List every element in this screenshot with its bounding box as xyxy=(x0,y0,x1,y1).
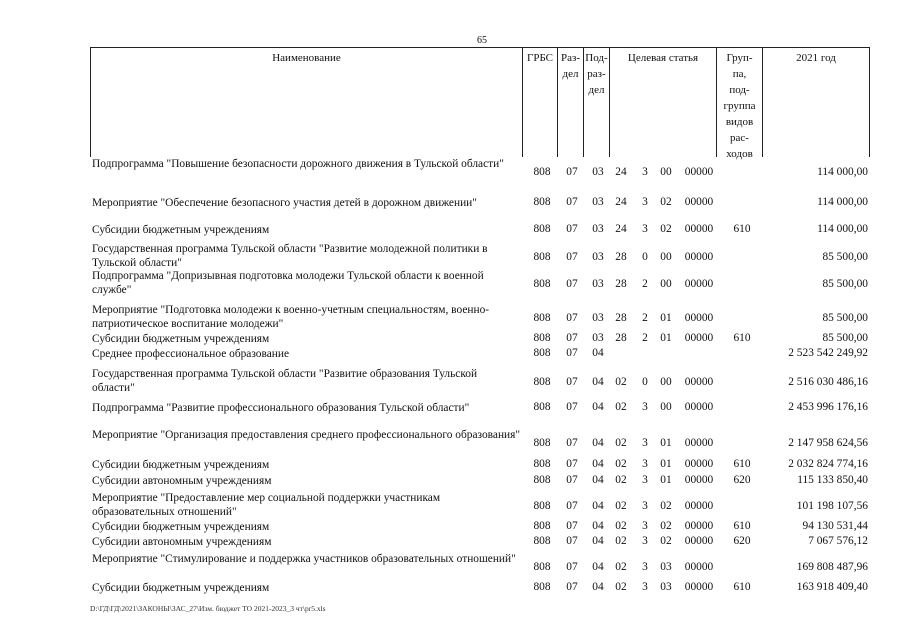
cell-rz: 07 xyxy=(566,251,578,263)
header-group: Груп- па, под- группа видов рас- ходов xyxy=(723,52,756,160)
row-name: Субсидии бюджетным учреждениям xyxy=(92,224,270,236)
row-name: Субсидии автономным учреждениям xyxy=(92,536,272,548)
cell-t3: 03 xyxy=(660,561,672,573)
row-name: Субсидии бюджетным учреждениям xyxy=(92,521,270,533)
cell-amount: 85 500,00 xyxy=(822,312,868,324)
cell-t2: 3 xyxy=(642,401,648,413)
cell-t1: 24 xyxy=(615,223,627,235)
cell-amount: 114 000,00 xyxy=(817,223,868,235)
cell-t4: 00000 xyxy=(684,251,714,263)
cell-amount: 85 500,00 xyxy=(822,278,868,290)
cell-t1: 28 xyxy=(615,251,627,263)
row-name: Подпрограмма "Повышение безопасности дорожного движения в Тульской области" xyxy=(92,158,504,170)
cell-rz: 07 xyxy=(566,376,578,388)
cell-t1: 24 xyxy=(615,166,627,178)
row-name: Субсидии автономным учреждениям xyxy=(92,475,272,487)
cell-pr: 04 xyxy=(592,535,604,547)
row-name: Мероприятие "Обеспечение безопасного участия детей в дорожном движении" xyxy=(92,197,477,209)
cell-amount: 2 032 824 774,16 xyxy=(788,458,868,470)
cell-pr: 04 xyxy=(592,520,604,532)
cell-vr: 610 xyxy=(733,581,751,593)
cell-pr: 03 xyxy=(592,223,604,235)
cell-t1: 28 xyxy=(615,312,627,324)
cell-t2: 3 xyxy=(642,561,648,573)
cell-vr: 610 xyxy=(733,520,751,532)
cell-rz: 07 xyxy=(566,437,578,449)
cell-t2: 3 xyxy=(642,196,648,208)
row-name: Субсидии бюджетным учреждениям xyxy=(92,459,270,471)
cell-grbs: 808 xyxy=(533,332,551,344)
cell-rz: 07 xyxy=(566,196,578,208)
cell-grbs: 808 xyxy=(533,312,551,324)
cell-t4: 00000 xyxy=(684,581,714,593)
cell-vr: 620 xyxy=(733,474,751,486)
cell-t2: 3 xyxy=(642,458,648,470)
cell-t2: 0 xyxy=(642,251,648,263)
cell-t4: 00000 xyxy=(684,166,714,178)
cell-amount: 7 067 576,12 xyxy=(808,535,868,547)
cell-amount: 2 147 958 624,56 xyxy=(788,437,868,449)
cell-t1: 02 xyxy=(615,437,627,449)
cell-t2: 3 xyxy=(642,166,648,178)
cell-t3: 01 xyxy=(660,474,672,486)
cell-t3: 00 xyxy=(660,376,672,388)
cell-grbs: 808 xyxy=(533,581,551,593)
cell-pr: 03 xyxy=(592,278,604,290)
cell-t1: 02 xyxy=(615,581,627,593)
cell-t1: 02 xyxy=(615,500,627,512)
cell-t3: 00 xyxy=(660,166,672,178)
cell-t3: 00 xyxy=(660,251,672,263)
file-path-footer: D:\ГД\ГД\2021\ЗАКОНЫ\ЗАС_27\Изм. бюджет ТО 2021-2023_3 чт\pr5.xls xyxy=(90,604,326,613)
cell-pr: 04 xyxy=(592,376,604,388)
header-razdel: Раз- дел xyxy=(560,52,580,80)
cell-pr: 04 xyxy=(592,581,604,593)
cell-t1: 28 xyxy=(615,332,627,344)
header-year: 2021 год xyxy=(796,52,836,64)
cell-grbs: 808 xyxy=(533,474,551,486)
cell-t1: 02 xyxy=(615,535,627,547)
row-name: Мероприятие "Стимулирование и поддержка участников образовательных отношений" xyxy=(92,553,516,565)
cell-grbs: 808 xyxy=(533,347,551,359)
cell-t4: 00000 xyxy=(684,437,714,449)
row-name: Государственная программа Тульской области "Развитие образования Тульской области" xyxy=(92,368,478,394)
cell-t3: 02 xyxy=(660,535,672,547)
cell-t3: 01 xyxy=(660,312,672,324)
cell-t4: 00000 xyxy=(684,278,714,290)
cell-t2: 2 xyxy=(642,312,648,324)
cell-t1: 24 xyxy=(615,196,627,208)
cell-pr: 04 xyxy=(592,500,604,512)
cell-t2: 3 xyxy=(642,437,648,449)
cell-amount: 114 000,00 xyxy=(817,196,868,208)
cell-t3: 02 xyxy=(660,520,672,532)
cell-t3: 01 xyxy=(660,458,672,470)
cell-t3: 00 xyxy=(660,401,672,413)
cell-amount: 115 133 850,40 xyxy=(797,474,868,486)
cell-t3: 00 xyxy=(660,278,672,290)
cell-rz: 07 xyxy=(566,223,578,235)
cell-pr: 04 xyxy=(592,458,604,470)
header-podrazdel: Под- раз- дел xyxy=(585,52,608,96)
cell-grbs: 808 xyxy=(533,196,551,208)
header-name: Наименование xyxy=(272,52,341,64)
cell-t2: 2 xyxy=(642,332,648,344)
row-name: Мероприятие "Предоставление мер социальной поддержки участникам образовательных отношений" xyxy=(92,492,441,518)
cell-rz: 07 xyxy=(566,332,578,344)
cell-t4: 00000 xyxy=(684,474,714,486)
cell-amount: 2 453 996 176,16 xyxy=(788,401,868,413)
cell-grbs: 808 xyxy=(533,561,551,573)
cell-t2: 3 xyxy=(642,520,648,532)
cell-pr: 03 xyxy=(592,332,604,344)
cell-pr: 04 xyxy=(592,561,604,573)
cell-grbs: 808 xyxy=(533,376,551,388)
cell-t4: 00000 xyxy=(684,376,714,388)
cell-amount: 114 000,00 xyxy=(817,166,868,178)
cell-t1: 02 xyxy=(615,401,627,413)
header-grbs: ГРБС xyxy=(526,52,554,64)
cell-amount: 163 918 409,40 xyxy=(796,581,868,593)
cell-t2: 0 xyxy=(642,376,648,388)
cell-grbs: 808 xyxy=(533,535,551,547)
row-name: Субсидии бюджетным учреждениям xyxy=(92,333,270,345)
cell-grbs: 808 xyxy=(533,223,551,235)
cell-t4: 00000 xyxy=(684,332,714,344)
header-target: Целевая статья xyxy=(627,52,699,64)
cell-vr: 610 xyxy=(733,458,751,470)
row-name: Мероприятие "Подготовка молодежи к военно-учетным специальностям, военно-патриотическое воспитание молодежи" xyxy=(92,304,490,330)
cell-amount: 2 516 030 486,16 xyxy=(788,376,868,388)
cell-pr: 04 xyxy=(592,401,604,413)
cell-pr: 03 xyxy=(592,166,604,178)
cell-grbs: 808 xyxy=(533,401,551,413)
cell-amount: 101 198 107,56 xyxy=(796,500,868,512)
cell-t3: 02 xyxy=(660,223,672,235)
cell-grbs: 808 xyxy=(533,278,551,290)
cell-amount: 169 808 487,96 xyxy=(796,561,868,573)
cell-vr: 620 xyxy=(733,535,751,547)
cell-t4: 00000 xyxy=(684,196,714,208)
cell-vr: 610 xyxy=(733,223,751,235)
cell-rz: 07 xyxy=(566,458,578,470)
cell-grbs: 808 xyxy=(533,520,551,532)
cell-rz: 07 xyxy=(566,474,578,486)
cell-rz: 07 xyxy=(566,278,578,290)
cell-rz: 07 xyxy=(566,347,578,359)
row-name: Подпрограмма "Развитие профессионального образования Тульской области" xyxy=(92,402,470,414)
cell-t4: 00000 xyxy=(684,223,714,235)
cell-t3: 01 xyxy=(660,437,672,449)
cell-t3: 03 xyxy=(660,581,672,593)
cell-pr: 04 xyxy=(592,347,604,359)
row-name: Среднее профессиональное образование xyxy=(92,348,290,360)
cell-amount: 94 130 531,44 xyxy=(802,520,868,532)
cell-t2: 3 xyxy=(642,581,648,593)
cell-grbs: 808 xyxy=(533,251,551,263)
cell-rz: 07 xyxy=(566,401,578,413)
cell-rz: 07 xyxy=(566,312,578,324)
cell-vr: 610 xyxy=(733,332,751,344)
cell-t3: 02 xyxy=(660,500,672,512)
cell-t4: 00000 xyxy=(684,401,714,413)
cell-t2: 3 xyxy=(642,535,648,547)
cell-t4: 00000 xyxy=(684,561,714,573)
cell-t4: 00000 xyxy=(684,500,714,512)
cell-t4: 00000 xyxy=(684,535,714,547)
cell-amount: 85 500,00 xyxy=(822,332,868,344)
cell-t4: 00000 xyxy=(684,458,714,470)
cell-rz: 07 xyxy=(566,500,578,512)
cell-t4: 00000 xyxy=(684,520,714,532)
cell-grbs: 808 xyxy=(533,437,551,449)
cell-t3: 02 xyxy=(660,196,672,208)
cell-grbs: 808 xyxy=(533,166,551,178)
cell-t2: 2 xyxy=(642,278,648,290)
cell-t2: 3 xyxy=(642,474,648,486)
cell-pr: 04 xyxy=(592,437,604,449)
cell-t1: 02 xyxy=(615,520,627,532)
cell-t1: 28 xyxy=(615,278,627,290)
cell-t1: 02 xyxy=(615,376,627,388)
cell-t1: 02 xyxy=(615,458,627,470)
page-number: 65 xyxy=(477,35,487,46)
table-header xyxy=(90,47,870,160)
cell-rz: 07 xyxy=(566,581,578,593)
cell-t1: 02 xyxy=(615,474,627,486)
cell-t3: 01 xyxy=(660,332,672,344)
row-name: Мероприятие "Организация предоставления среднего профессионального образования" xyxy=(92,429,521,441)
cell-amount: 85 500,00 xyxy=(822,251,868,263)
cell-pr: 03 xyxy=(592,312,604,324)
cell-rz: 07 xyxy=(566,166,578,178)
cell-rz: 07 xyxy=(566,561,578,573)
cell-amount: 2 523 542 249,92 xyxy=(788,347,868,359)
cell-pr: 03 xyxy=(592,251,604,263)
cell-rz: 07 xyxy=(566,535,578,547)
cell-t2: 3 xyxy=(642,223,648,235)
cell-rz: 07 xyxy=(566,520,578,532)
cell-grbs: 808 xyxy=(533,458,551,470)
row-name: Государственная программа Тульской области "Развитие молодежной политики в Тульской области" xyxy=(92,243,488,269)
cell-pr: 03 xyxy=(592,196,604,208)
cell-grbs: 808 xyxy=(533,500,551,512)
cell-pr: 04 xyxy=(592,474,604,486)
row-name: Субсидии бюджетным учреждениям xyxy=(92,582,270,594)
cell-t1: 02 xyxy=(615,561,627,573)
cell-t2: 3 xyxy=(642,500,648,512)
cell-t4: 00000 xyxy=(684,312,714,324)
row-name: Подпрограмма "Допризывная подготовка молодежи Тульской области к военной службе" xyxy=(92,270,484,296)
